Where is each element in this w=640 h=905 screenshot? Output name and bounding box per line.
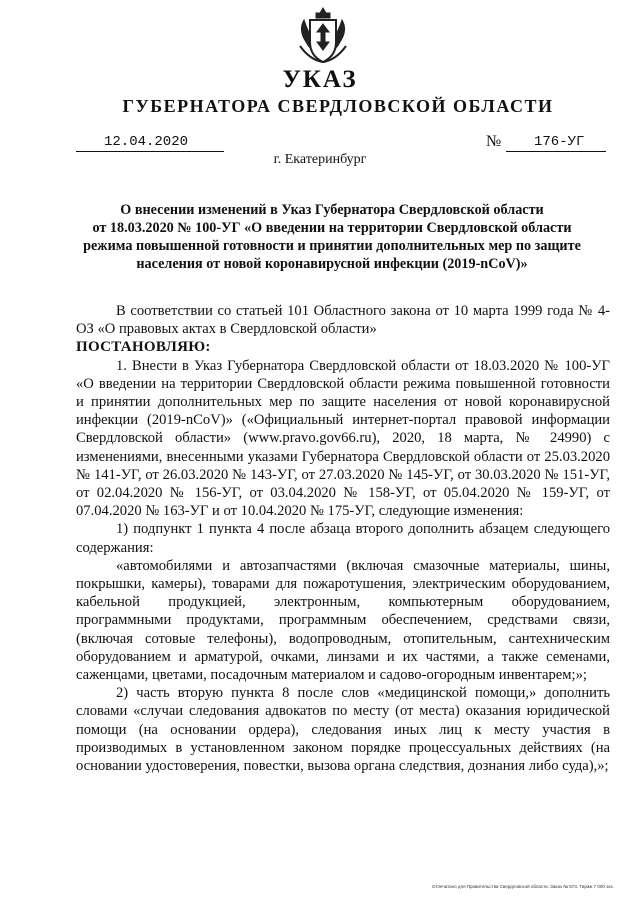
heading-line: режима повышенной готовности и принятии дополнительных мер по защите [83, 238, 581, 254]
paragraph-2: 1) подпункт 1 пункта 4 после абзаца второго дополнить абзацем следующего содержания: [76, 521, 610, 556]
resolve-heading: ПОСТАНОВЛЯЮ: [76, 339, 211, 356]
issuer-subtitle: ГУБЕРНАТОРА СВЕРДЛОВСКОЙ ОБЛАСТИ [122, 96, 554, 116]
heading-line: от 18.03.2020 № 100-УГ «О введении на территории Свердловской области [92, 220, 572, 236]
paragraph-3: «автомобилями и автозапчастями (включая смазочные материалы, шины, покрышки, камеры), товарами для пожаротушения, электрическим оборудованием, кабельной продукцией, электронным, компьютерным оборудованием, программными продуктами, программным обеспечением, средствами связи, (включая сотовые телефоны), водопроводным, отопительным, сантехническим оборудованием и арматурой, очками, линзами и их частями, а также семенами, саженцами, цветами, посадочным материалом и садово-огородным инвентарем;»; [76, 557, 610, 684]
print-footer: Отпечатано для Правительства Свердловской области. Заказ № 573. Тираж 7 000 экз. [432, 884, 614, 889]
document-date: 12.04.2020 [76, 134, 224, 152]
document-body [76, 302, 610, 775]
intro-paragraph: В соответствии со статьей 101 Областного закона от 10 марта 1999 года № 4-ОЗ «О правовых актах в Свердловской области» [76, 303, 610, 338]
city-label: г. Екатеринбург [273, 152, 367, 167]
paragraph-4: 2) часть вторую пункта 8 после слов «медицинской помощи,» дополнить словами «случаи следования адвокатов по месту (от места) оказания юридической помощи (на основании ордера), следования иных лиц к месту участия в производимых в установленном законом порядке процессуальных действиях (на основании удостоверения, повестки, вызова органа следствия, дознания либо суда),»; [76, 685, 610, 775]
heading-line: населения от новой коронавирусной инфекции (2019-nCoV)» [136, 256, 528, 272]
coat-of-arms-emblem [296, 6, 350, 66]
heading-line: О внесении изменений в Указ Губернатора Свердловской области [120, 202, 544, 218]
document-heading [82, 201, 582, 273]
paragraph-1: 1. Внести в Указ Губернатора Свердловской области от 18.03.2020 № 100-УГ «О введении на территории Свердловской области режима повышенной готовности и принятии дополнительных мер по защите населения от новой коронавирусной инфекции (2019-nCoV)» («Официальный интернет-портал правовой информации Свердловской области» (www.pravo.gov66.ru), 2020, 18 марта, № 24990) с изменениями, внесенными указами Губернатора Свердловской области от 25.03.2020 № 141-УГ, от 26.03.2020 № 143-УГ, от 27.03.2020 № 145-УГ, от 30.03.2020 № 151-УГ, от 02.04.2020 № 156-УГ, от 03.04.2020 № 158-УГ, от 05.04.2020 № 159-УГ, от 07.04.2020 № 163-УГ и от 10.04.2020 № 175-УГ, следующие изменения: [76, 357, 610, 520]
document-type-title: УКАЗ [282, 66, 358, 93]
document-number: 176-УГ [506, 134, 606, 152]
number-label: № [486, 133, 502, 150]
